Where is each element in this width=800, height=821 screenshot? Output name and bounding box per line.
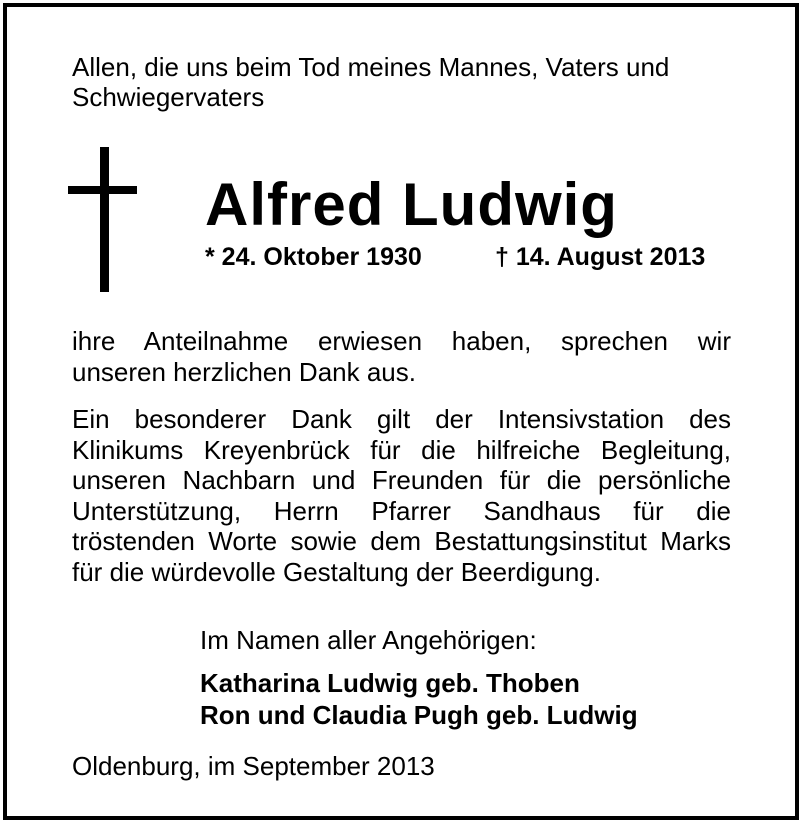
special-thanks-line: Ein besonderer Dank gilt der Intensivstation des (72, 404, 731, 434)
thanks-line-1: ihre Anteilnahme erwiesen haben, sprechen wir (72, 326, 731, 356)
thanks-line-2: unseren herzlichen Dank aus. (72, 356, 416, 387)
intro-line-1: Allen, die uns beim Tod meines Mannes, Vaters und (72, 52, 670, 82)
place-date: Oldenburg, im September 2013 (72, 751, 435, 781)
deceased-name: Alfred Ludwig (205, 171, 618, 238)
special-thanks-line: für die würdevolle Gestaltung der Beerdigung. (72, 556, 601, 587)
birth-date: * 24. Oktober 1930 (205, 243, 422, 271)
special-thanks-paragraph (72, 404, 731, 587)
special-thanks-line: unseren Nachbarn und Freunden für die persönliche (72, 465, 731, 495)
signature-intro: Im Namen aller Angehörigen: (200, 625, 537, 655)
intro-line-2: Schwiegervaters (72, 82, 265, 112)
death-date: † 14. August 2013 (495, 243, 706, 271)
special-thanks-line: Unterstützung, Herrn Pfarrer Sandhaus für die (72, 495, 731, 526)
signature-name-2: Ron und Claudia Pugh geb. Ludwig (200, 700, 638, 730)
special-thanks-line: tröstenden Worte sowie dem Bestattungsinstitut Marks (72, 526, 731, 556)
thanks-paragraph (72, 326, 731, 387)
special-thanks-line: Klinikums Kreyenbrück für die hilfreiche Begleitung, (72, 434, 731, 465)
signature-name-1: Katharina Ludwig geb. Thoben (200, 668, 580, 698)
